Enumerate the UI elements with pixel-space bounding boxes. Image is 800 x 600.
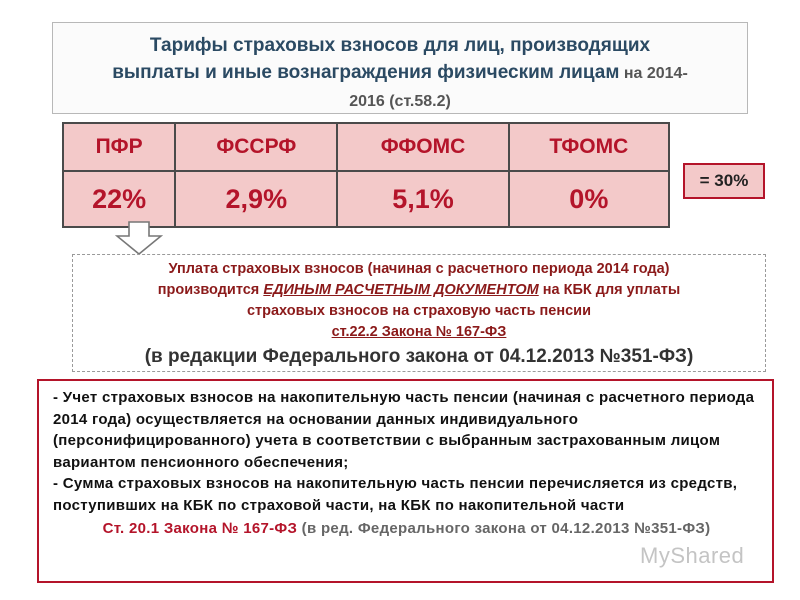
tariff-header-ffoms: ФФОМС xyxy=(337,123,508,171)
tariff-header-tfoms: ТФОМС xyxy=(509,123,669,171)
tariff-value-ffoms: 5,1% xyxy=(337,171,508,227)
tariff-header-row xyxy=(63,123,669,171)
payment-line-1: Уплата страховых взносов (начиная с расчетного периода 2014 года) xyxy=(168,261,670,277)
total-rate-box: = 30% xyxy=(683,163,765,199)
tariff-value-fss: 2,9% xyxy=(175,171,337,227)
payment-line-2-suffix: на КБК для уплаты xyxy=(538,282,681,298)
tariff-table xyxy=(62,122,670,228)
watermark-logo: MyShared xyxy=(640,543,745,568)
law-edition-note: (в редакции Федерального закона от 04.12.2013 №351-ФЗ) xyxy=(144,346,694,367)
law-article-link[interactable]: ст.22.2 Закона № 167-ФЗ xyxy=(331,324,507,340)
payment-info-box xyxy=(72,254,766,372)
info-reference-main: Ст. 20.1 Закона № 167-ФЗ xyxy=(102,520,298,537)
info-paragraph-2: - Сумма страховых взносов на накопительную часть пенсии перечисляется из средств, поступивших на КБК по страховой части, на КБК по накопительной части xyxy=(53,475,738,514)
title-line-2: выплаты и иные вознаграждения физическим лицам xyxy=(112,62,620,83)
payment-line-2-prefix: производится xyxy=(157,282,264,298)
tariff-header-fss: ФССРФ xyxy=(175,123,337,171)
single-document-emphasis: ЕДИНЫМ РАСЧЕТНЫМ ДОКУМЕНТОМ xyxy=(263,282,539,298)
tariff-value-pfr: 22% xyxy=(63,171,175,227)
arrow-down-icon xyxy=(115,221,163,255)
payment-line-3: страховых взносов на страховую часть пенсии xyxy=(246,303,592,319)
tariff-value-row xyxy=(63,171,669,227)
tariff-header-pfr: ПФР xyxy=(63,123,175,171)
title-line-2-small: на 2014- xyxy=(619,65,688,82)
title-line-1: Тарифы страховых взносов для лиц, производящих xyxy=(149,35,651,56)
info-paragraph-1: - Учет страховых взносов на накопительную часть пенсии (начиная с расчетного периода 2014 года) осуществляется на основании данных индивидуального (персонифицированного) учета в соответствии с выбранным застрахованным лицом вариантом пенсионного обеспечения; xyxy=(53,389,755,471)
info-reference xyxy=(53,518,760,540)
tariff-value-tfoms: 0% xyxy=(509,171,669,227)
info-reference-paren: (в ред. Федерального закона от 04.12.2013 №351-ФЗ) xyxy=(297,520,711,537)
title-line-3: 2016 (ст.58.2) xyxy=(349,93,451,110)
slide-title-box xyxy=(52,22,748,114)
